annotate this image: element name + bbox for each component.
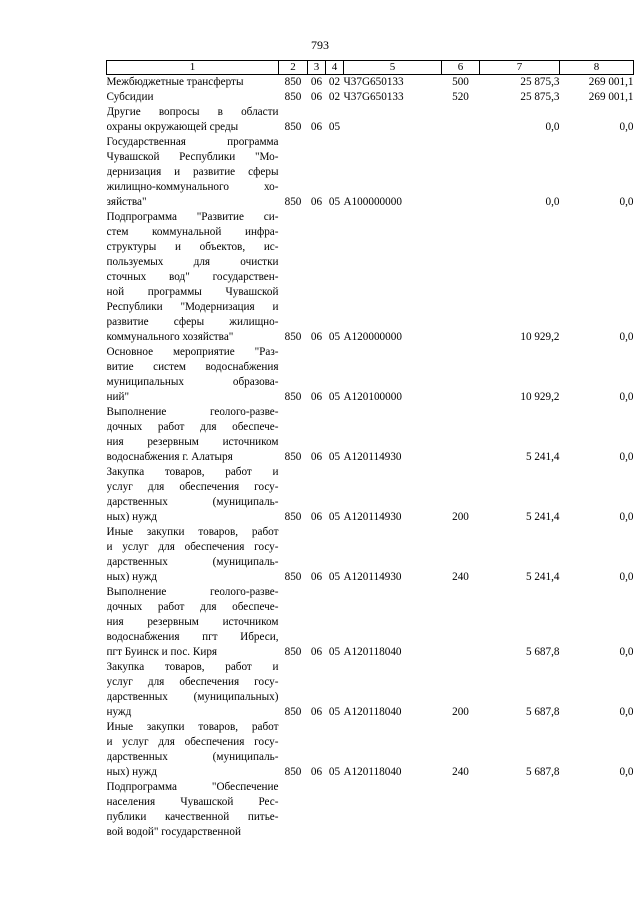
description-line: дарственных (муниципаль- [106,496,279,508]
description-line: ния резервным источником [106,616,279,628]
description-line: нужд [106,706,132,718]
row-amount-year-1: 25 875,3 [520,76,560,88]
row-description [107,660,279,720]
row-amount-year-1: 10 929,2 [520,391,560,403]
row-amount-year-2: 269 001,1 [588,76,634,88]
description-line: Выполнение геолого-разве- [106,586,279,598]
row-section: 06 [310,706,323,718]
row-amount-year-2: 0,0 [619,766,634,778]
row-amount-year-1: 5 241,4 [525,511,560,523]
row-description [107,405,279,465]
row-expense-type: 200 [452,511,469,523]
row-subsection: 02 [328,76,341,88]
row-expense-type: 520 [452,91,469,103]
description-line: муниципальных образова- [106,376,279,388]
table-row [107,720,634,780]
row-target-article: А120114930 [343,571,402,583]
row-description [107,90,279,105]
header-col-2: 2 [279,61,308,75]
row-ministry-code: 850 [284,451,302,463]
row-subsection: 05 [328,706,341,718]
row-target-article [344,780,442,840]
row-target-article: Ч37G650133 [343,91,404,103]
row-amount-year-2: 0,0 [619,331,634,343]
row-expense-type [442,780,480,840]
row-amount-year-1: 5 687,8 [525,646,560,658]
row-expense-type [442,135,480,210]
row-ministry-code: 850 [284,331,302,343]
row-subsection: 05 [328,511,341,523]
table-row [107,585,634,660]
row-amount-year-1 [480,780,560,840]
row-expense-type [442,105,480,135]
page-number: 793 [311,38,329,52]
table-row [107,345,634,405]
description-line: охраны окружающей среды [106,121,239,133]
row-subsection: 05 [328,571,341,583]
description-line: водоснабжения г. Алатыря [106,451,233,463]
description-line: Закупка товаров, работ и [106,466,279,478]
table-row [107,780,634,840]
row-ministry-code: 850 [284,196,302,208]
description-line: сточных вод" государствен- [106,271,279,283]
description-line: Чувашской Республики "Мо- [106,151,279,163]
description-line: структуры и объектов, ис- [106,241,279,253]
row-expense-type: 240 [452,571,469,583]
row-section: 06 [310,76,323,88]
row-section: 06 [310,391,323,403]
row-amount-year-2: 0,0 [619,706,634,718]
row-target-article: А120118040 [343,706,402,718]
description-line: Государственная программа [106,136,279,148]
row-target-article [344,105,442,135]
table-row [107,525,634,585]
row-description [107,105,279,135]
description-line: Иные закупки товаров, работ [106,526,279,538]
row-amount-year-1: 0,0 [545,196,560,208]
description-line: зяйства" [106,196,147,208]
row-target-article: Ч37G650133 [343,76,404,88]
header-col-7: 7 [480,61,560,75]
description-line: Закупка товаров, работ и [106,661,279,673]
row-expense-type [442,345,480,405]
description-line: Подпрограмма "Обеспечение [106,781,279,793]
description-line: Межбюджетные трансферты [106,76,244,88]
row-section [308,780,326,840]
row-expense-type: 500 [452,76,469,88]
row-target-article: А120114930 [343,451,402,463]
description-line: Республики "Модернизация и [106,301,279,313]
description-line: коммунального хозяйства" [106,331,234,343]
description-line: водоснабжения пгт Ибреси, [106,631,279,643]
row-target-article: А120100000 [343,391,402,403]
description-line: дочных работ для обеспече- [106,421,279,433]
header-col-8: 8 [560,61,634,75]
header-col-4: 4 [326,61,344,75]
row-description [107,585,279,660]
description-line: ных) нужд [106,511,157,523]
row-amount-year-2: 0,0 [619,451,634,463]
row-subsection: 05 [328,391,341,403]
row-description [107,525,279,585]
row-section: 06 [310,646,323,658]
row-expense-type [442,210,480,345]
row-description [107,135,279,210]
row-amount-year-1: 5 687,8 [525,766,560,778]
row-amount-year-2: 0,0 [619,571,634,583]
table-row [107,660,634,720]
row-description [107,720,279,780]
row-amount-year-1: 5 241,4 [525,571,560,583]
row-subsection: 05 [328,121,341,133]
header-col-3: 3 [308,61,326,75]
description-line: Выполнение геолого-разве- [106,406,279,418]
row-description [107,345,279,405]
row-ministry-code: 850 [284,511,302,523]
row-subsection: 05 [328,331,341,343]
row-subsection: 05 [328,451,341,463]
description-line: ных) нужд [106,571,157,583]
row-subsection: 05 [328,646,341,658]
row-description [107,210,279,345]
row-target-article: А120118040 [343,766,402,778]
description-line: развитие сферы жилищно- [106,316,279,328]
table-row [107,465,634,525]
row-subsection: 05 [328,196,341,208]
row-amount-year-1: 25 875,3 [520,91,560,103]
row-amount-year-2: 0,0 [619,391,634,403]
row-expense-type: 200 [452,706,469,718]
description-line: Другие вопросы в области [106,106,279,118]
table-row [107,105,634,135]
header-col-6: 6 [442,61,480,75]
row-section: 06 [310,511,323,523]
row-ministry-code: 850 [284,91,302,103]
description-line: услуг для обеспечения госу- [106,676,279,688]
description-line: дернизация и развитие сферы [106,166,279,178]
row-section: 06 [310,571,323,583]
row-ministry-code: 850 [284,571,302,583]
row-amount-year-1: 5 687,8 [525,706,560,718]
table-row [107,405,634,465]
row-ministry-code: 850 [284,391,302,403]
description-line: Субсидии [106,91,154,103]
row-amount-year-1: 10 929,2 [520,331,560,343]
row-ministry-code: 850 [284,766,302,778]
row-amount-year-2: 0,0 [619,646,634,658]
row-section: 06 [310,91,323,103]
description-line: Основное мероприятие "Раз- [106,346,279,358]
row-expense-type: 240 [452,766,469,778]
description-line: дарственных (муниципальных) [106,691,279,703]
description-line: ний" [106,391,130,403]
row-section: 06 [310,196,323,208]
row-section: 06 [310,331,323,343]
description-line: дочных работ для обеспече- [106,601,279,613]
row-section: 06 [310,451,323,463]
row-expense-type [442,405,480,465]
description-line: населения Чувашской Рес- [106,796,279,808]
row-expense-type [442,585,480,660]
row-ministry-code: 850 [284,76,302,88]
row-amount-year-1: 5 241,4 [525,451,560,463]
header-col-5: 5 [344,61,442,75]
row-ministry-code: 850 [284,706,302,718]
row-ministry-code: 850 [284,646,302,658]
table-row [107,90,634,105]
description-line: Иные закупки товаров, работ [106,721,279,733]
row-subsection: 05 [328,766,341,778]
description-line: пгт Буинск и пос. Киря [106,646,218,658]
row-description [107,75,279,91]
row-ministry-code: 850 [284,121,302,133]
row-section: 06 [310,766,323,778]
row-amount-year-2 [560,780,634,840]
description-line: стем коммунальной инфра- [106,226,279,238]
table-row [107,75,634,91]
description-line: дарственных (муниципаль- [106,751,279,763]
description-line: ния резервным источником [106,436,279,448]
row-section: 06 [310,121,323,133]
table-row [107,210,634,345]
row-target-article: А120000000 [343,331,402,343]
row-description [107,465,279,525]
row-target-article: А120114930 [343,511,402,523]
description-line: и услуг для обеспечения госу- [106,736,279,748]
description-line: витие систем водоснабжения [106,361,279,373]
row-amount-year-2: 269 001,1 [588,91,634,103]
description-line: услуг для обеспечения госу- [106,481,279,493]
row-ministry-code [279,780,308,840]
description-line: публики качественной питье- [106,811,279,823]
table-row [107,135,634,210]
row-description [107,780,279,840]
row-amount-year-2: 0,0 [619,121,634,133]
description-line: ных) нужд [106,766,157,778]
header-row [107,61,634,75]
header-col-1: 1 [107,61,279,75]
row-subsection: 02 [328,91,341,103]
description-line: жилищно-коммунального хо- [106,181,279,193]
description-line: вой водой" государственной [106,826,241,838]
row-target-article: А100000000 [343,196,402,208]
row-amount-year-1: 0,0 [545,121,560,133]
description-line: и услуг для обеспечения госу- [106,541,279,553]
row-subsection [326,780,344,840]
row-target-article: А120118040 [343,646,402,658]
table-body [107,75,634,841]
description-line: Подпрограмма "Развитие си- [106,211,279,223]
description-line: дарственных (муниципаль- [106,556,279,568]
description-line: пользуемых для очистки [106,256,279,268]
row-amount-year-2: 0,0 [619,196,634,208]
budget-table [106,60,634,840]
row-amount-year-2: 0,0 [619,511,634,523]
description-line: ной программы Чувашской [106,286,279,298]
